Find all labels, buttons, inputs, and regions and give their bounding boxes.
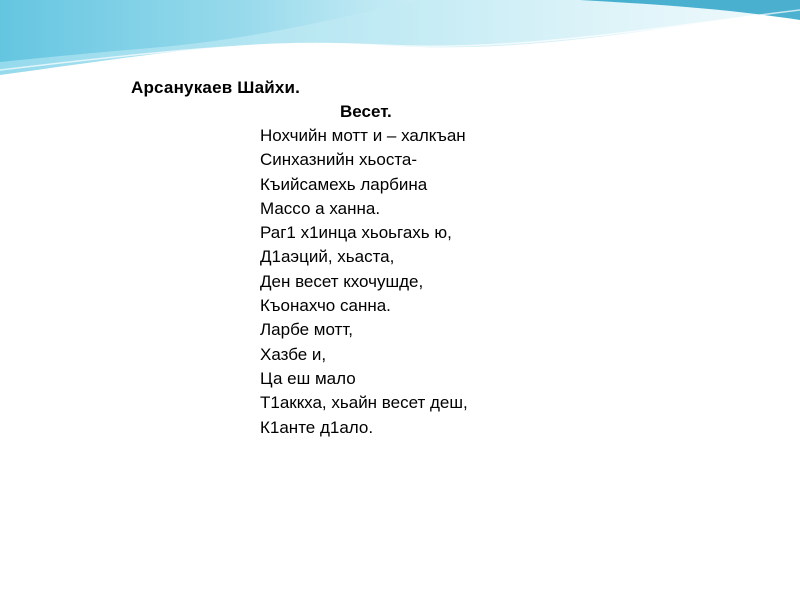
poem-line: Ларбе мотт, [260, 320, 353, 340]
poem-line: Ден весет кхочушде, [260, 271, 424, 291]
poem-line: Синхазнийн хьоста- [260, 150, 418, 170]
poem-line: Къонахчо санна. [260, 296, 391, 316]
poem-line: Нохчийн мотт и – халкъан [260, 126, 466, 145]
poem-title: Весет. [340, 102, 392, 121]
poem-line: Ца еш мало [260, 368, 356, 388]
poem-line: Раг1 х1инца хьоьгахь ю, [260, 223, 452, 243]
poem-line: Т1аккха, хьайн весет деш, [260, 393, 468, 413]
poem-line: К1анте д1ало. [260, 417, 374, 437]
poem-line: Хазбе и, [260, 344, 327, 364]
poem-line: Массо а ханна. [260, 198, 381, 218]
poem-text [260, 124, 468, 440]
wave-decoration [0, 0, 800, 80]
author-name: Арсанукаев Шайхи. [131, 78, 301, 97]
poem-line: Къийсамехь ларбина [260, 174, 428, 194]
poem-line: Д1аэций, хьаста, [260, 247, 395, 267]
